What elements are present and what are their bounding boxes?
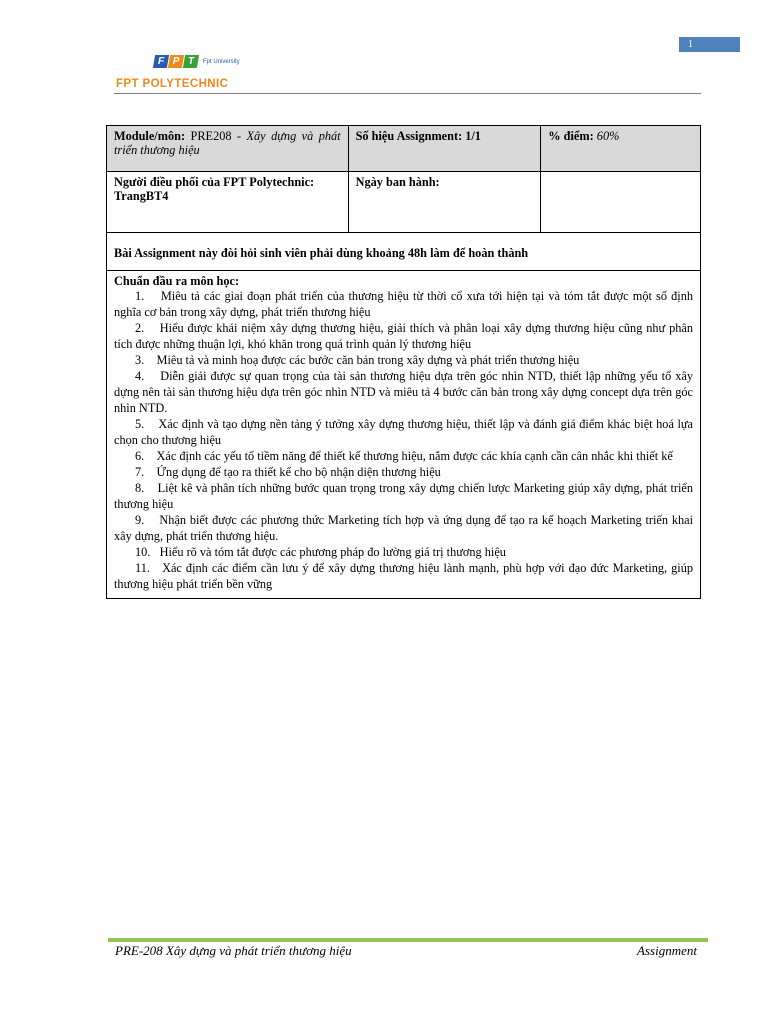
outcome-item: 1. Miêu tả các giai đoạn phát triển của thương hiệu từ thời cổ xưa tới hiện tại và tóm tắt được một số định nghĩa cơ bản trong xây dựng, phát triển thương hiệu bbox=[114, 289, 693, 319]
footer-course-title: PRE-208 Xây dựng và phát triển thương hiệu bbox=[115, 943, 352, 958]
outcome-item: 4. Diễn giải được sự quan trọng của tài sản thương hiệu dựa trên góc nhìn NTD, thiết lập những yếu tố xây dựng nên tài sản thương hiệu dựa trên góc nhìn NTD và miêu tả 4 bước căn bản trong xây dựng concept dựa trên góc nhìn NTD. bbox=[114, 369, 693, 415]
outcome-item: 6. Xác định các yếu tố tiềm năng để thiết kế thương hiệu, nắm được các khía cạnh cần cân nhắc khi thiết kế bbox=[135, 449, 673, 463]
outcome-item: 2. Hiểu được khái niệm xây dựng thương hiệu, giải thích và phân loại xây dựng thương hiệu cũng như phân tích được những thuận lợi, khó khăn trong quá trình quản lý thương hiệu bbox=[114, 321, 693, 351]
outcome-item: 9. Nhận biết được các phương thức Marketing tích hợp và ứng dụng để tạo ra kế hoạch Marketing triển khai xây dựng, phát triển thương hiệu. bbox=[114, 513, 693, 543]
outcome-item: 3. Miêu tả và minh hoạ được các bước căn bản trong xây dựng và phát triển thương hiệu bbox=[135, 353, 580, 367]
assignment-info-table bbox=[106, 125, 701, 599]
empty-cell bbox=[541, 172, 701, 233]
outcome-item: 10. Hiểu rõ và tóm tắt được các phương pháp đo lường giá trị thương hiệu bbox=[135, 545, 506, 559]
brand-name: FPT POLYTECHNIC bbox=[116, 78, 229, 90]
module-code: PRE208 - bbox=[190, 129, 242, 143]
score-label: % điểm: bbox=[548, 129, 594, 143]
page-number-badge: 1 bbox=[679, 37, 740, 52]
assignment-number-cell: Số hiệu Assignment: 1/1 bbox=[348, 126, 541, 172]
outcome-item: 8. Liệt kê và phân tích những bước quan trọng trong xây dựng chiến lược Marketing giúp xây dựng, phát triển thương hiệu bbox=[114, 481, 693, 511]
logo-subtitle: Fpt University bbox=[203, 59, 240, 65]
logo-letter-t: T bbox=[183, 55, 199, 68]
outcome-item: 7. Ứng dụng để tạo ra thiết kế cho bộ nhận diện thương hiệu bbox=[135, 465, 441, 479]
footer-doc-type: Assignment bbox=[637, 943, 697, 958]
issue-date-cell: Ngày ban hành: bbox=[348, 172, 541, 233]
coordinator-cell bbox=[107, 172, 349, 233]
module-label: Module/môn: bbox=[114, 129, 186, 143]
coordinator-label: Người điều phối của FPT Polytechnic: bbox=[114, 175, 315, 189]
coordinator-name: TrangBT4 bbox=[114, 189, 169, 203]
module-cell bbox=[107, 126, 349, 172]
logo-letter-f: F bbox=[153, 55, 169, 68]
footer-divider bbox=[108, 938, 708, 942]
outcome-item: 5. Xác định và tạo dựng nền tảng ý tưởng xây dựng thương hiệu, thiết lập và đánh giá điểm khác biệt hoá lựa chọn cho thương hiệu bbox=[114, 417, 693, 447]
score-value: 60% bbox=[596, 129, 620, 143]
outcome-item: 11. Xác định các điểm cần lưu ý để xây dựng thương hiệu lành mạnh, phù hợp với đạo đức Marketing, giúp thương hiệu phát triển bền vững bbox=[114, 561, 693, 591]
duration-note: Bài Assignment này đòi hỏi sinh viên phải dùng khoảng 48h làm để hoàn thành bbox=[107, 233, 701, 271]
outcomes-title: Chuẩn đầu ra môn học: bbox=[114, 274, 240, 288]
score-cell bbox=[541, 126, 701, 172]
outcomes-cell bbox=[107, 271, 701, 599]
header-divider bbox=[114, 93, 701, 94]
fpt-logo bbox=[154, 53, 240, 69]
module-name: Xây dựng và phát triển thương hiệu bbox=[114, 129, 341, 157]
logo-letter-p: P bbox=[168, 55, 184, 68]
